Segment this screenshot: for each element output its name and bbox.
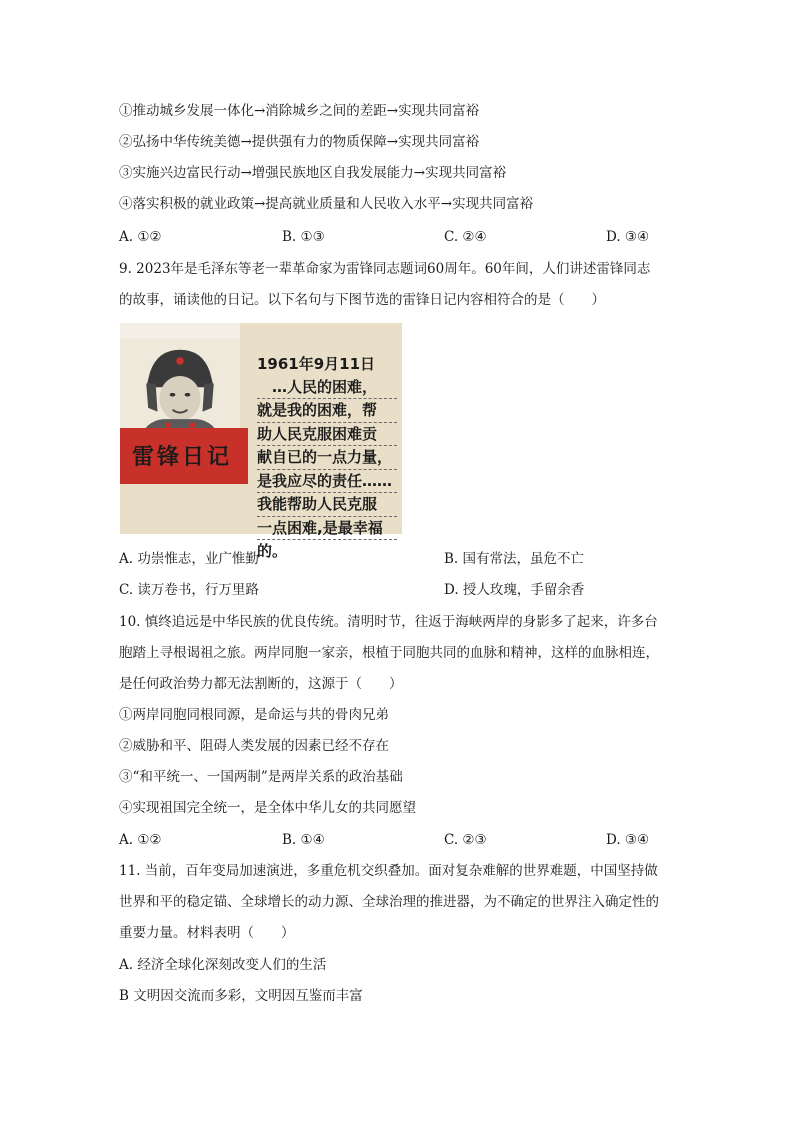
q10-option-b: B. ①④ — [282, 832, 325, 848]
diary-line: 助人民克服困难贡 — [257, 423, 397, 447]
diary-line: 是我应尽的责任…… — [257, 470, 397, 494]
q11-option-b: B 文明因交流而多彩，文明因互鉴而丰富 — [119, 988, 363, 1004]
diary-line: 的。 — [257, 542, 288, 560]
q9-option-b: B. 国有常法，虽危不亡 — [444, 551, 585, 567]
diary-line: …人民的困难， — [257, 376, 397, 400]
q10-stem-line-1: 10. 慎终追远是中华民族的优良传统。清明时节，往返于海峡两岸的身影多了起来，许多台 — [119, 614, 658, 630]
q9-option-d: D. 授人玫瑰，手留余香 — [444, 582, 585, 598]
diary-date: 1961年9月11日 — [257, 355, 376, 373]
q8-item-2: ②弘扬中华传统美德→提供强有力的物质保障→实现共同富裕 — [119, 134, 480, 150]
q10-option-a: A. ①② — [119, 832, 162, 848]
diary-line: 就是我的困难，帮 — [257, 399, 397, 423]
diary-line: 献自已的一点力量， — [257, 446, 397, 470]
q11-stem-line-1: 11. 当前，百年变局加速演进，多重危机交织叠加。面对复杂难解的世界难题，中国坚持做 — [119, 863, 658, 879]
q10-item-2: ②威胁和平、阻碍人类发展的因素已经不存在 — [119, 738, 389, 754]
q11-stem-line-3: 重要力量。材料表明（ ） — [119, 925, 295, 941]
q10-option-d: D. ③④ — [606, 832, 650, 848]
q8-item-1: ①推动城乡发展一体化→消除城乡之间的差距→实现共同富裕 — [119, 103, 480, 119]
q9-option-c: C. 读万卷书，行万里路 — [119, 582, 259, 598]
q11-option-a: A. 经济全球化深刻改变人们的生活 — [119, 957, 327, 973]
q11-stem-line-2: 世界和平的稳定锚、全球增长的动力源、全球治理的推进器，为不确定的世界注入确定性的 — [119, 894, 659, 910]
diary-text — [257, 353, 397, 563]
q10-option-c: C. ②③ — [444, 832, 487, 848]
q10-stem-line-3: 是任何政治势力都无法割断的，这源于（ ） — [119, 676, 403, 692]
q8-option-a: A. ①② — [119, 229, 162, 245]
q10-item-4: ④实现祖国完全统一，是全体中华儿女的共同愿望 — [119, 800, 416, 816]
q8-option-c: C. ②④ — [444, 229, 487, 245]
q8-item-3: ③实施兴边富民行动→增强民族地区自我发展能力→实现共同富裕 — [119, 165, 507, 181]
q9-stem-line-1: 9. 2023年是毛泽东等老一辈革命家为雷锋同志题词60周年。60年间，人们讲述雷锋同志 — [119, 261, 651, 277]
q8-option-b: B. ①③ — [282, 229, 325, 245]
diary-banner — [120, 428, 248, 484]
diary-banner-text: 雷锋日记 — [132, 444, 233, 470]
q9-option-a: A. 功崇惟志，业广惟勤 — [119, 551, 259, 567]
diary-line: 一点困难,是最幸福 — [257, 517, 397, 541]
diary-line: 我能帮助人民克服 — [257, 493, 397, 517]
q10-stem-line-2: 胞踏上寻根谒祖之旅。两岸同胞一家亲，根植于同胞共同的血脉和精神，这样的血脉相连， — [119, 645, 659, 661]
q10-item-1: ①两岸同胞同根同源，是命运与共的骨肉兄弟 — [119, 707, 389, 723]
q8-option-d: D. ③④ — [606, 229, 650, 245]
q8-item-4: ④落实积极的就业政策→提高就业质量和人民收入水平→实现共同富裕 — [119, 196, 534, 212]
q10-item-3: ③“和平统一、一国两制”是两岸关系的政治基础 — [119, 769, 403, 785]
q9-stem-line-2: 的故事，诵读他的日记。以下名句与下图节选的雷锋日记内容相符合的是（ ） — [119, 292, 605, 308]
